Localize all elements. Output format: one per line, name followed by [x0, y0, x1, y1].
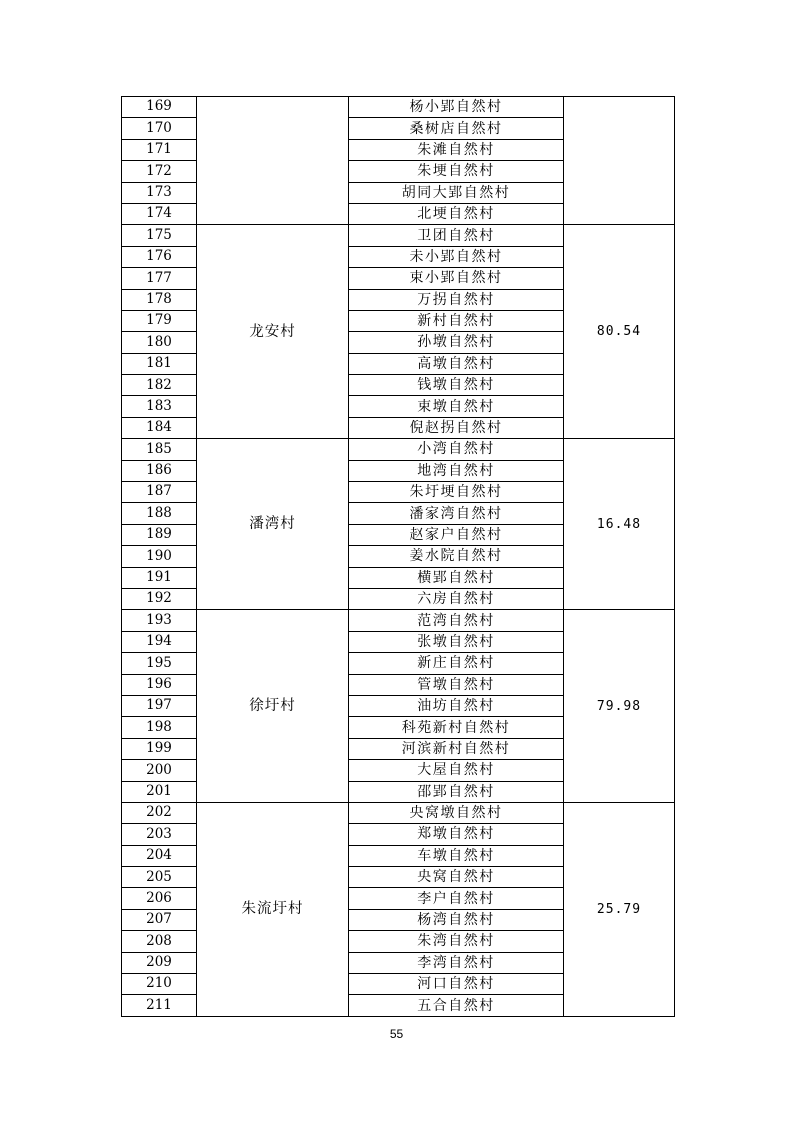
row-number-cell: 169 [122, 97, 197, 118]
row-number-cell: 204 [122, 845, 197, 866]
table-row [122, 97, 675, 118]
row-number-cell: 174 [122, 203, 197, 224]
value-cell: 16.48 [564, 439, 675, 610]
natural-village-cell: 小湾自然村 [349, 439, 564, 460]
row-number-cell: 197 [122, 695, 197, 716]
natural-village-cell: 高墩自然村 [349, 353, 564, 374]
row-number-cell: 189 [122, 524, 197, 545]
row-number-cell: 200 [122, 760, 197, 781]
row-number-cell: 173 [122, 182, 197, 203]
natural-village-cell: 央窝墩自然村 [349, 802, 564, 823]
natural-village-cell: 万拐自然村 [349, 289, 564, 310]
natural-village-cell: 邵郢自然村 [349, 781, 564, 802]
natural-village-cell: 朱圩埂自然村 [349, 482, 564, 503]
row-number-cell: 192 [122, 588, 197, 609]
natural-village-cell: 地湾自然村 [349, 460, 564, 481]
natural-village-cell: 六房自然村 [349, 588, 564, 609]
row-number-cell: 183 [122, 396, 197, 417]
row-number-cell: 185 [122, 439, 197, 460]
row-number-cell: 177 [122, 268, 197, 289]
row-number-cell: 170 [122, 118, 197, 139]
natural-village-cell: 束墩自然村 [349, 396, 564, 417]
natural-village-cell: 河口自然村 [349, 974, 564, 995]
natural-village-cell: 河滨新村自然村 [349, 738, 564, 759]
row-number-cell: 201 [122, 781, 197, 802]
natural-village-cell: 李湾自然村 [349, 952, 564, 973]
natural-village-cell: 朱埂自然村 [349, 161, 564, 182]
page-number: 55 [389, 1027, 404, 1041]
natural-village-cell: 杨小郢自然村 [349, 97, 564, 118]
row-number-cell: 179 [122, 310, 197, 331]
administrative-village-cell [197, 97, 349, 225]
row-number-cell: 209 [122, 952, 197, 973]
row-number-cell: 208 [122, 931, 197, 952]
natural-village-cell: 油坊自然村 [349, 695, 564, 716]
natural-village-cell: 科苑新村自然村 [349, 717, 564, 738]
natural-village-cell: 桑树店自然村 [349, 118, 564, 139]
natural-village-cell: 杨湾自然村 [349, 909, 564, 930]
row-number-cell: 207 [122, 909, 197, 930]
table-row [122, 610, 675, 631]
row-number-cell: 191 [122, 567, 197, 588]
natural-village-cell: 张墩自然村 [349, 631, 564, 652]
administrative-village-cell: 徐圩村 [197, 610, 349, 803]
natural-village-cell: 新庄自然村 [349, 653, 564, 674]
row-number-cell: 182 [122, 375, 197, 396]
table-row [122, 802, 675, 823]
row-number-cell: 205 [122, 867, 197, 888]
natural-village-cell: 范湾自然村 [349, 610, 564, 631]
row-number-cell: 198 [122, 717, 197, 738]
natural-village-cell: 朱湾自然村 [349, 931, 564, 952]
row-number-cell: 187 [122, 482, 197, 503]
row-number-cell: 199 [122, 738, 197, 759]
value-cell: 79.98 [564, 610, 675, 803]
administrative-village-cell: 潘湾村 [197, 439, 349, 610]
row-number-cell: 193 [122, 610, 197, 631]
natural-village-cell: 管墩自然村 [349, 674, 564, 695]
natural-village-cell: 潘家湾自然村 [349, 503, 564, 524]
natural-village-cell: 未小郢自然村 [349, 246, 564, 267]
row-number-cell: 195 [122, 653, 197, 674]
row-number-cell: 206 [122, 888, 197, 909]
natural-village-cell: 新村自然村 [349, 310, 564, 331]
natural-village-cell: 倪赵拐自然村 [349, 417, 564, 438]
row-number-cell: 202 [122, 802, 197, 823]
row-number-cell: 211 [122, 995, 197, 1016]
natural-village-cell: 大屋自然村 [349, 760, 564, 781]
natural-village-cell: 郑墩自然村 [349, 824, 564, 845]
row-number-cell: 171 [122, 139, 197, 160]
natural-village-cell: 车墩自然村 [349, 845, 564, 866]
administrative-village-cell: 龙安村 [197, 225, 349, 439]
natural-village-cell: 孙墩自然村 [349, 332, 564, 353]
natural-village-cell: 央窝自然村 [349, 867, 564, 888]
row-number-cell: 196 [122, 674, 197, 695]
natural-village-cell: 卫团自然村 [349, 225, 564, 246]
table-row [122, 225, 675, 246]
natural-village-cell: 五合自然村 [349, 995, 564, 1016]
row-number-cell: 190 [122, 546, 197, 567]
row-number-cell: 184 [122, 417, 197, 438]
row-number-cell: 181 [122, 353, 197, 374]
natural-village-cell: 赵家户自然村 [349, 524, 564, 545]
value-cell [564, 97, 675, 225]
village-table-body [122, 97, 675, 1017]
row-number-cell: 210 [122, 974, 197, 995]
row-number-cell: 176 [122, 246, 197, 267]
natural-village-cell: 束小郢自然村 [349, 268, 564, 289]
row-number-cell: 203 [122, 824, 197, 845]
row-number-cell: 175 [122, 225, 197, 246]
administrative-village-cell: 朱流圩村 [197, 802, 349, 1016]
value-cell: 25.79 [564, 802, 675, 1016]
row-number-cell: 194 [122, 631, 197, 652]
natural-village-cell: 姜水院自然村 [349, 546, 564, 567]
village-table [121, 96, 675, 1017]
row-number-cell: 172 [122, 161, 197, 182]
natural-village-cell: 钱墩自然村 [349, 375, 564, 396]
natural-village-cell: 李户自然村 [349, 888, 564, 909]
natural-village-cell: 朱滩自然村 [349, 139, 564, 160]
row-number-cell: 178 [122, 289, 197, 310]
natural-village-cell: 横郢自然村 [349, 567, 564, 588]
natural-village-cell: 北埂自然村 [349, 203, 564, 224]
row-number-cell: 180 [122, 332, 197, 353]
table-row [122, 439, 675, 460]
natural-village-cell: 胡同大郢自然村 [349, 182, 564, 203]
row-number-cell: 188 [122, 503, 197, 524]
value-cell: 80.54 [564, 225, 675, 439]
row-number-cell: 186 [122, 460, 197, 481]
